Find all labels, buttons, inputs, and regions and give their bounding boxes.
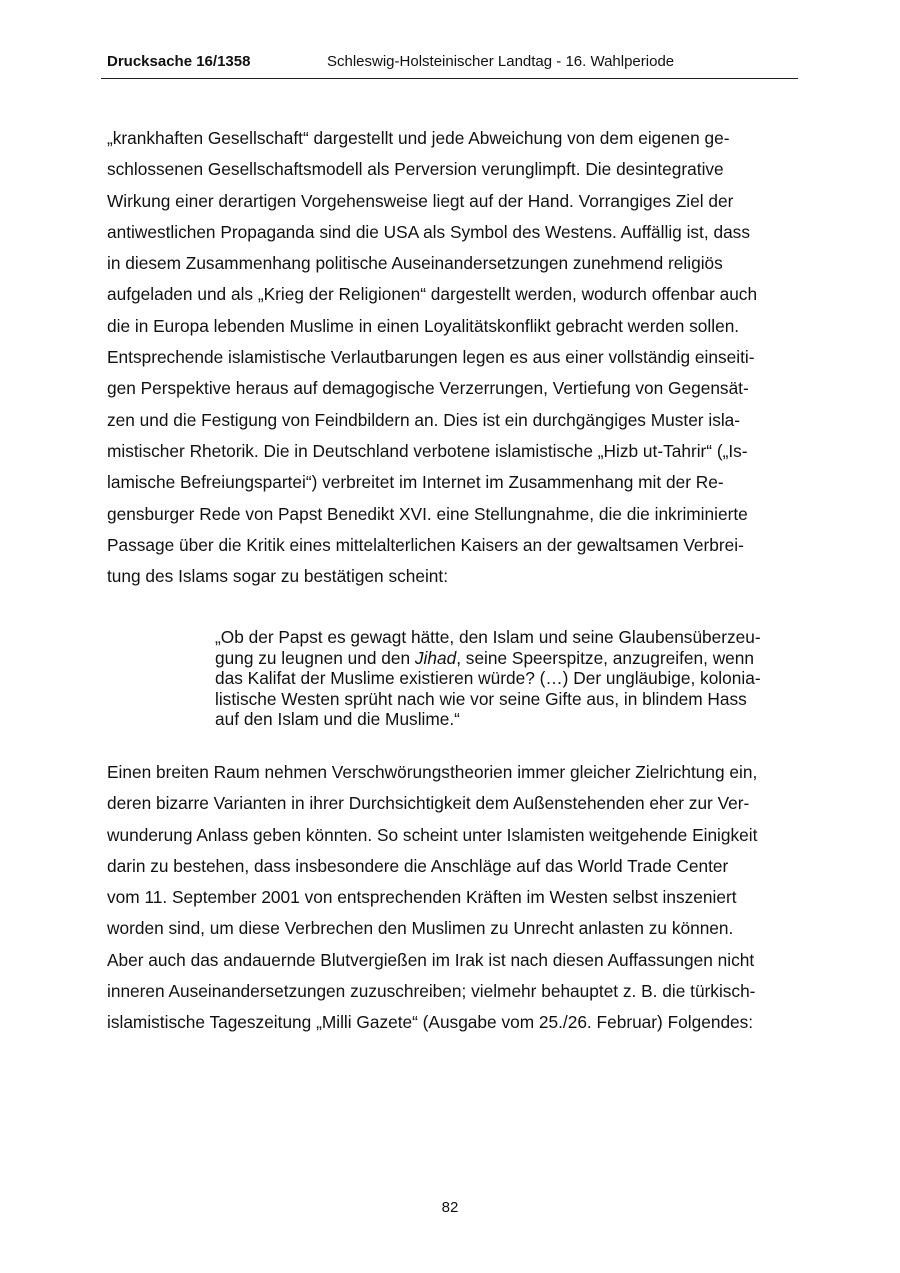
text-line: deren bizarre Varianten in ihrer Durchsichtigkeit dem Außenstehenden eher zur Ver-: [107, 793, 750, 814]
quote-text: gung zu leugnen und den: [215, 647, 415, 668]
text-line: zen und die Festigung von Feindbildern an. Dies ist ein durchgängiges Muster isla-: [107, 409, 741, 430]
document-number: Drucksache 16/1358: [107, 53, 251, 70]
quote-line: das Kalifat der Muslime existieren würde? (…) Der ungläubige, kolonia-: [215, 668, 761, 689]
paragraph-1: [107, 123, 807, 592]
text-line: Wirkung einer derartigen Vorgehensweise liegt auf der Hand. Vorrangiges Ziel der: [107, 190, 734, 211]
text-line: wunderung Anlass geben könnten. So scheint unter Islamisten weitgehende Einigkeit: [107, 824, 758, 845]
paragraph-2: [107, 757, 807, 1039]
text-line: vom 11. September 2001 von entsprechenden Kräften im Westen selbst inszeniert: [107, 887, 737, 908]
parliament-title: Schleswig-Holsteinischer Landtag - 16. Wahlperiode: [327, 53, 675, 70]
text-line: „krankhaften Gesellschaft“ dargestellt und jede Abweichung von dem eigenen ge-: [107, 128, 730, 148]
text-line: mistischer Rhetorik. Die in Deutschland verbotene islamistische „Hizb ut-Tahrir“ („Is-: [107, 440, 748, 461]
text-line: Entsprechende islamistische Verlautbarungen legen es aus einer vollständig einseiti-: [107, 347, 755, 368]
quote-line: [215, 648, 805, 669]
text-line: Einen breiten Raum nehmen Verschwörungstheorien immer gleicher Zielrichtung ein,: [107, 762, 758, 782]
block-quote: [215, 627, 805, 730]
page-header: [101, 52, 798, 79]
text-line: die in Europa lebenden Muslime in einen Loyalitätskonflikt gebracht werden sollen.: [107, 315, 740, 336]
text-line: tung des Islams sogar zu bestätigen scheint:: [107, 566, 449, 587]
text-line: gen Perspektive heraus auf demagogische Verzerrungen, Vertiefung von Gegensät-: [107, 378, 749, 399]
text-line: aufgeladen und als „Krieg der Religionen“ dargestellt werden, wodurch offenbar auch: [107, 284, 758, 305]
text-line: antiwestlichen Propaganda sind die USA als Symbol des Westens. Auffällig ist, dass: [107, 221, 750, 242]
text-line: worden sind, um diese Verbrechen den Muslimen zu Unrecht anlasten zu können.: [107, 918, 734, 939]
text-line: inneren Auseinandersetzungen zuzuschreiben; vielmehr behauptet z. B. die türkisch-: [107, 981, 756, 1002]
text-line: lamische Befreiungspartei“) verbreitet im Internet im Zusammenhang mit der Re-: [107, 472, 724, 493]
quote-line: „Ob der Papst es gewagt hätte, den Islam und seine Glaubensüberzeu-: [215, 627, 761, 647]
text-line: schlossenen Gesellschaftsmodell als Perversion verunglimpft. Die desintegrative: [107, 159, 724, 180]
text-line: Aber auch das andauernde Blutvergießen im Irak ist nach diesen Auffassungen nicht: [107, 949, 755, 970]
quote-line: listische Westen sprüht nach wie vor seine Gifte aus, in blindem Hass: [215, 688, 747, 709]
quote-line: auf den Islam und die Muslime.“: [215, 709, 460, 730]
text-line: darin zu bestehen, dass insbesondere die Anschläge auf das World Trade Center: [107, 855, 729, 876]
quote-text: , seine Speerspitze, anzugreifen, wenn: [456, 647, 755, 668]
text-line: islamistische Tageszeitung „Milli Gazete“ (Ausgabe vom 25./26. Februar) Folgendes:: [107, 1012, 754, 1033]
text-line: gensburger Rede von Papst Benedikt XVI. eine Stellungnahme, die die inkriminierte: [107, 503, 748, 524]
quote-italic-term: Jihad: [414, 647, 457, 668]
text-line: Passage über die Kritik eines mittelalterlichen Kaisers an der gewaltsamen Verbrei-: [107, 534, 744, 555]
text-line: in diesem Zusammenhang politische Auseinandersetzungen zunehmend religiös: [107, 253, 723, 274]
page-number: 82: [441, 1199, 459, 1216]
